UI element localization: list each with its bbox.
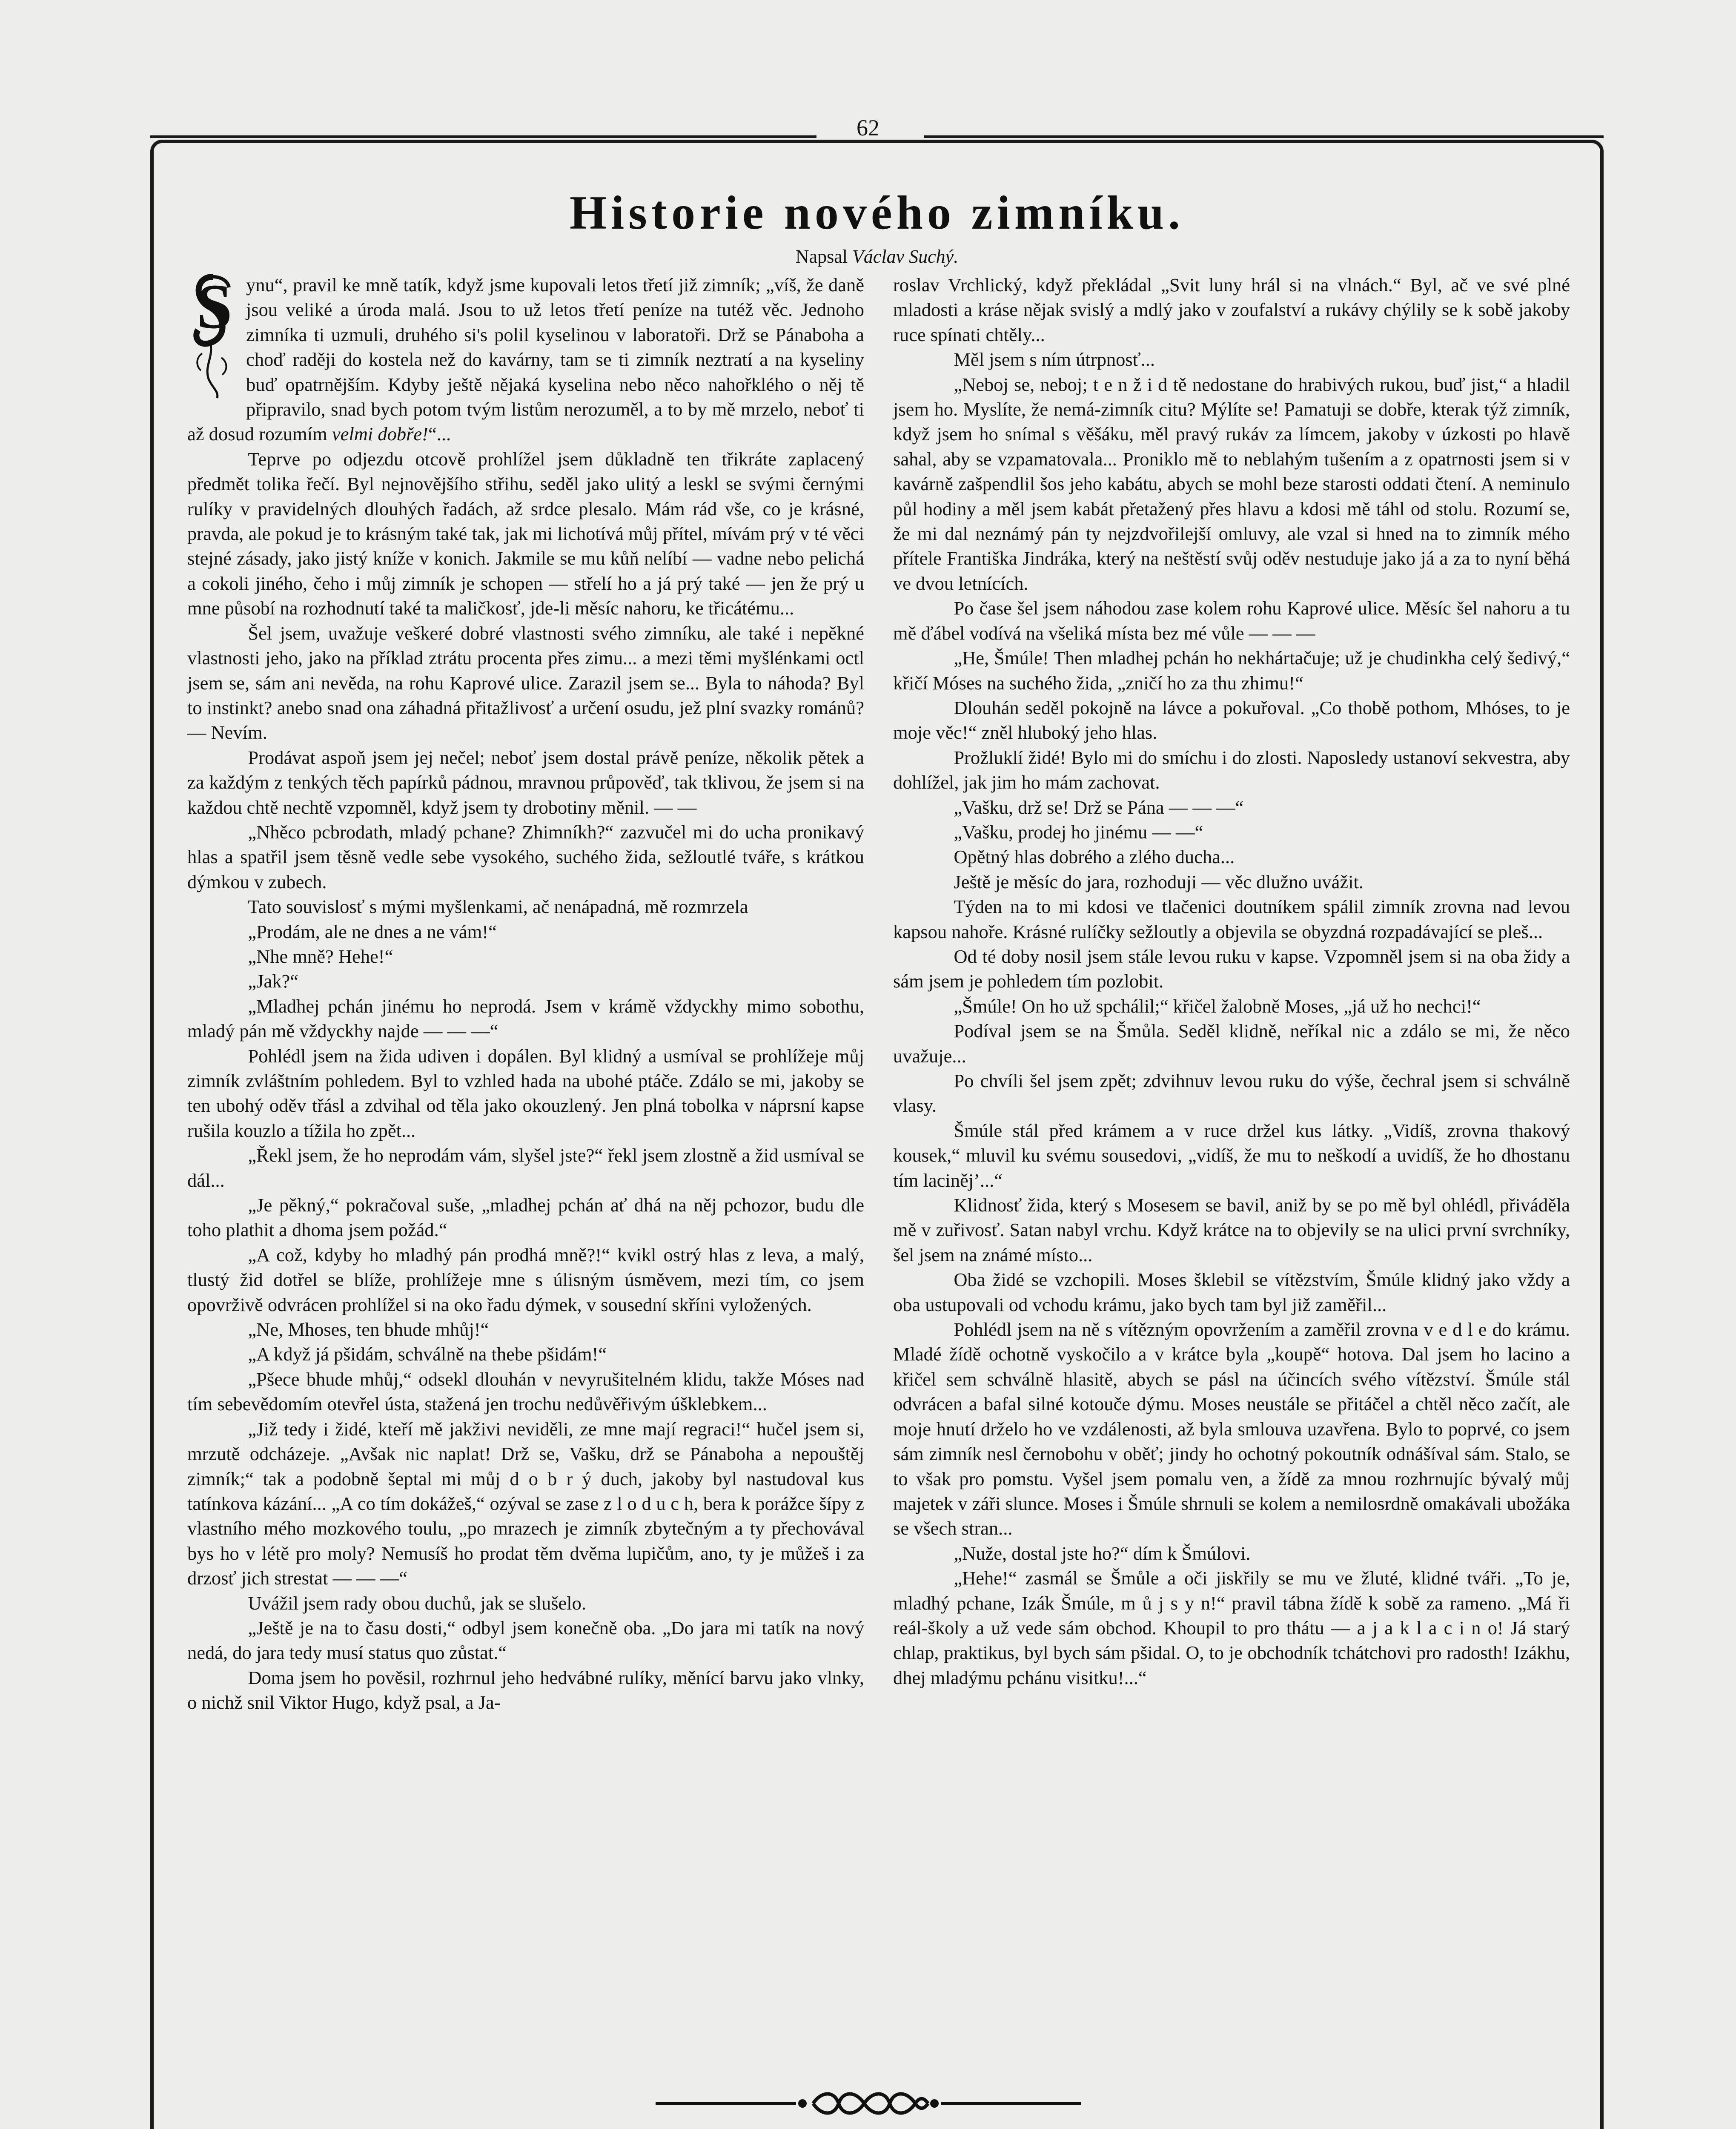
author-name: Václav Suchý. xyxy=(852,246,959,267)
dropcap-s xyxy=(187,273,238,400)
right-column-paragraph: Dlouhán seděl pokojně na lávce a pokuřoval. „Co thobě pothom, Mhóses, to je moje věc!“ zněl hluboký jeho hlas. xyxy=(893,697,1570,743)
right-column-paragraph: Po chvíli šel jsem zpět; zdvihnuv levou ruku do výše, čechral jsem si schválně vlasy. xyxy=(893,1070,1570,1116)
right-column-paragraph: „Šmúle! On ho už spchálil;“ křičel žalobně Moses, „já už ho nechci!“ xyxy=(954,995,1481,1017)
ornament-icon xyxy=(656,2086,1081,2120)
left-column-paragraph: Doma jsem ho pověsil, rozhrnul jeho hedvábné rulíky, měnící barvu jako vlnky, o nichž snil Viktor Hugo, když psal, a Ja- xyxy=(187,1667,864,1713)
right-column-paragraph: „Hehe!“ zasmál se Šmůle a oči jiskřily se mu ve žluté, klidné tváři. „To je, mladhý pchane, Izák Šmúle, m ů j s y n!“ pravil tábna žídě k sobě za rameno. „Má ři reál-školy a už vede sám obchod. Khoupil to pro thátu — a j a k l a c i n o! Já starý chlap, praktikus, byl bych sám pšidal. O, to je obchodník tchátchovi pro radosth! Izákhu, dhej mladýmu pchánu visitku!...“ xyxy=(893,1567,1570,1688)
right-column-paragraph: „Vašku, drž se! Drž se Pána — — —“ xyxy=(954,796,1244,818)
left-column-paragraph: „Již tedy i židé, kteří mě jakživi neviděli, ze mne mají regraci!“ hučel jsem si, mrzutě odcházeje. „Avšak nic naplat! Drž se, Vašku, drž se Pánaboha a nepouštěj zimník;“ tak a podobně šeptal mi můj d o b r ý duch, jakoby byl nastudoval kus tatínkova kázání... „A co tím dokážeš,“ ozýval se zase z l o d u c h, bera k porážce šípy z vlastního mého mozkového toulu, „po mrazech je zimník zbytečným a ty přechovával bys ho v létě pro moly? Nemusíš ho prodat těm dvěma lupičům, ano, ty je můžeš i za drzosť jich strestat — — —“ xyxy=(187,1418,864,1589)
byline xyxy=(150,245,1604,269)
right-column-paragraph: Ještě je měsíc do jara, rozhoduji — věc dlužno uvážit. xyxy=(954,871,1364,892)
left-column-paragraph: „A což, kdyby ho mladhý pán prodhá mně?!“ kvikl ostrý hlas z leva, a malý, tlustý žid dotřel se blíže, prohlížeje mne s úlisným úsměvem, mezi tím, co jsem opovrživě odvrácen prohlížel si na oko řadu dýmek, v sousední skříni vyložených. xyxy=(187,1244,864,1315)
right-column-paragraph: „Nuže, dostal jste ho?“ dím k Šmúlovi. xyxy=(954,1542,1251,1564)
left-column-paragraph: „Prodám, ale ne dnes a ne vám!“ xyxy=(248,921,497,942)
left-column-paragraph: „Jak?“ xyxy=(248,970,298,992)
header-rule-left xyxy=(150,135,816,138)
article-title: Historie nového zimníku. xyxy=(569,187,1185,239)
left-column-paragraph: Teprve po odjezdu otcově prohlížel jsem důkladně ten třikráte zaplacený předmět tolika řečí. Byl nejnovějšího střihu, seděl jako ulitý a leskl se svými černými rulíky v pravidelných dlouhých řadách, až srdce plesalo. Mám rád vše, co je krásné, pravda, ale pokud je to krásným také tak, jak mi lichotívá můj přítel, mívám prý v té věci stejné zásady, jako jistý kníže v konich. Jakmile se mu kůň nelíbí — vadne nebo pelichá a cokoli jiného, čeho i můj zimník je schopen — střelí ho a já prý také — jen že prý u mne působí na rozhodnutí také ta maličkosť, jde-li měsíc nahoru, ke třicátému... xyxy=(187,448,864,619)
right-column-paragraph: „He, Šmúle! Then mladhej pchán ho nekhártačuje; už je chudinkha celý šedivý,“ křičí Móses na suchého žida, „zničí ho za thu zhimu!“ xyxy=(893,647,1570,694)
left-column-paragraph: „Nhe mně? Hehe!“ xyxy=(248,945,393,967)
right-column-paragraph: Klidnosť žida, který s Mosesem se bavil, aniž by se po mě byl ohlédl, přiváděla mě v zuřivosť. Satan nabyl vrchu. Když krátce na to objevily se na ulici první svrchníky, šel jsem na známé místo... xyxy=(893,1194,1570,1265)
left-column-paragraph: Prodávat aspoň jsem jej nečel; neboť jsem dostal právě peníze, několik pětek a za každým z tenkých těch papírků pádnou, mravnou průpověď, tak tklivou, že jsem si na každou chtě nechtě vzpomněl, když jsem ty drobotiny měnil. — — xyxy=(187,746,864,818)
right-column-paragraph: „Neboj se, neboj; t e n ž i d tě nedostane do hrabivých rukou, buď jist,“ a hladil jsem ho. Myslíte, že nemá-zimník citu? Mýlíte se! Pamatuji se dobře, kterak týž zimník, když jsem ho snímal s věšáku, měl pravý rukáv za límcem, jakoby v úzkosti po hlavě sahal, aby se vzpamatovala... Proniklo mě to neblahým tušením a z opatrnosti jsem si v kavárně zašpendlil šos jeho kabátu, abych se mohl beze starosti oddati čtení. A neminulo půl hodiny a měl jsem kabát přetažený přes hlavu a kdosi mě táhl od stolu. Rozumí se, že mi dal neznámý pán ty nejzdvořilejší omluvy, ale vzal si hned na to zimník mého přítele Františka Jindráka, který na neštěstí svůj oděv nestuduje jako já a za to nyní běhá ve dvou letnících. xyxy=(893,373,1570,594)
right-column-paragraph: Měl jsem s ním útrpnosť... xyxy=(954,349,1155,370)
right-column-paragraph: Prožluklí židé! Bylo mi do smíchu i do zlosti. Naposledy ustanoví sekvestra, aby dohlížel, jak jim ho mám zachovat. xyxy=(893,746,1570,793)
left-column xyxy=(187,273,864,1715)
header-rule-right xyxy=(924,135,1604,138)
right-column-paragraph: Po čase šel jsem náhodou zase kolem rohu Kaprové ulice. Měsíc šel nahoru a tu mě ďábel vodívá na všeliká místa bez mé vůle — — — xyxy=(893,597,1570,644)
right-column xyxy=(893,273,1570,1690)
right-column-paragraph: Týden na to mi kdosi ve tlačenici doutníkem spálil zimník zrovna nad levou kapsou nahoře. Krásné rulíčky sežloutly a objevila se obyzdná rozpadávající se pleš... xyxy=(893,896,1570,942)
left-column-paragraph: „Mladhej pchán jinému ho neprodá. Jsem v krámě vždyckhy mimo sobothu, mladý pán mě vždyckhy najde — — —“ xyxy=(187,995,864,1042)
tailpiece-ornament xyxy=(656,2086,1081,2120)
left-column-paragraph: Uvážil jsem rady obou duchů, jak se slušelo. xyxy=(248,1592,587,1614)
left-column-paragraph: „Řekl jsem, že ho neprodám vám, slyšel jste?“ řekl jsem zlostně a žid usmíval se dál... xyxy=(187,1145,864,1191)
right-column-paragraph: Od té doby nosil jsem stále levou ruku v kapse. Vzpomněl jsem si na oba židy a sám jsem je pohledem tím pozlobit. xyxy=(893,945,1570,992)
left-column-paragraph: Tato souvislosť s mými myšlenkami, ač nenápadná, mě rozmrzela xyxy=(248,896,748,918)
left-column-paragraph: Pohlédl jsem na žida udiven i dopálen. Byl klidný a usmíval se prohlížeje můj zimník zvláštním pohledem. Byl to vzhled hada na ubohé ptáče. Zdálo se mi, jakoby se ten ubohý oděv třásl a zdvihal od těla jako okouzlený. Jen plná tobolka v náprsní kapse rušila kouzlo a tížila ho zpět... xyxy=(187,1045,864,1141)
right-column-paragraph: Podíval jsem se na Šmůla. Seděl klidně, neříkal nic a zdálo se mi, že něco uvažuje... xyxy=(893,1020,1570,1067)
right-column-paragraph: Opětný hlas dobrého a zlého ducha... xyxy=(954,846,1235,868)
left-column-paragraph: „Nhěco pcbrodath, mladý pchane? Zhimníkh?“ zazvučel mi do ucha pronikavý hlas a spatřil jsem těsně vedle sebe vysokého, suchého žida, sežloutlé tváře, s krátkou dýmkou v zubech. xyxy=(187,821,864,892)
byline-prefix: Napsal xyxy=(795,246,848,267)
page-number: 62 xyxy=(857,115,879,141)
right-column-paragraph: Pohlédl jsem na ně s vítězným opovržením a zaměřil zrovna v e d l e do krámu. Mladé žídě ochotně vyskočilo a v krátce byla „koupě“ hotova. Dal jsem ho lacino a křičel sem schválně hlasitě, abych se pásl na účincích svého vítězství. Šmúle stál odvrácen a bafal silné kotouče dýmu. Moses neustále se přitáčel a chtěl něco začít, ale moje hnutí drželo ho ve vzdálenosti, až byla smlouva uzavřena. Bylo to poprvé, co jsem sám zimník nesl černobohu v oběť; jindy ho ochotný pokoutník odnášíval sám. Stalo, se to však pro pomstu. Vyšel jsem pomalu ven, a žídě za mnou rozhrnujíc bývalý můj majetek v záři slunce. Moses i Šmúle shrnuli se kolem a nemilosrdně omakávali ubožáka se všech stran... xyxy=(893,1319,1570,1539)
svg-text:S: S xyxy=(197,273,232,342)
right-column-paragraph: „Vašku, prodej ho jinému — —“ xyxy=(954,821,1203,843)
left-column-paragraph: „Pšece bhude mhůj,“ odsekl dlouhán v nevyrušitelném klidu, takže Móses nad tím sebevědomím otevřel ústa, stažená jen trochu nedůvěřivým úšklebkem... xyxy=(187,1368,864,1415)
left-column-paragraph: „A když já pšidám, schválně na thebe pšidám!“ xyxy=(248,1343,607,1365)
right-column-paragraph: roslav Vrchlický, když překládal „Svit luny hrál si na vlnách.“ Byl, ač ve své plné mladosti a kráse nějak svislý a mdlý jako v zoufalství a rukávy chýlily se k sobě jakoby ruce spínati chtěly... xyxy=(893,274,1570,345)
right-column-paragraph: Šmúle stál před krámem a v ruce držel kus látky. „Vidíš, zrovna thakový kousek,“ mluvil ku svému sousedovi, „vidíš, že mu to neškodí a uvidíš, že ho dhostanu tím laciněj’...“ xyxy=(893,1119,1570,1191)
left-column-paragraph: Šel jsem, uvažuje veškeré dobré vlastnosti svého zimníku, ale také i nepěkné vlastnosti jeho, jako na příklad ztrátu procenta přes zimu... a mezi těmi myšlénkami octl jsem se, sám ani nevěda, na rohu Kaprové ulice. Zarazil jsem se... Byla to náhoda? Byl to instinkt? anebo snad ona záhadná přitažlivosť a určení osudu, jež plní svazky románů? — Nevím. xyxy=(187,622,864,743)
left-column-paragraph: „Je pěkný,“ pokračoval suše, „mladhej pchán ať dhá na něj pchozor, budu dle toho plathit a dhoma jsem požád.“ xyxy=(187,1194,864,1241)
right-column-paragraph: Oba židé se vzchopili. Moses šklebil se vítězstvím, Šmúle klidný jako vždy a oba ustupovali od vchodu krámu, jako bych tam byl již zaměřil... xyxy=(893,1269,1570,1315)
left-column-paragraph: „Ještě je na to času dosti,“ odbyl jsem konečně oba. „Do jara mi tatík na nový nedá, do jara tedy musí status quo zůstat.“ xyxy=(187,1617,864,1664)
left-column-paragraph: „Ne, Mhoses, ten bhude mhůj!“ xyxy=(248,1319,489,1340)
left-column-paragraph: ynu“, pravil ke mně tatík, když jsme kupovali letos třetí již zimník; „víš, že daně jsou veliké a úroda malá. Jsou to už letos třetí peníze na tutéž věc. Jednoho zimníka ti uzmuli, druhého si's polil kyselinou v laboratoři. Drž se Pánaboha a choď raději do kostela než do kavárny, tam se ti zimník neztratí a na kyseliny buď opatrnějším. Kdyby ještě nějaká kyselina nebo něco nahořklého o něj tě připravilo, snad bych potom tvým listům nerozuměl, a to by mě mrzelo, neboť ti až dosud rozumím velmi dobře!“... xyxy=(187,274,864,445)
